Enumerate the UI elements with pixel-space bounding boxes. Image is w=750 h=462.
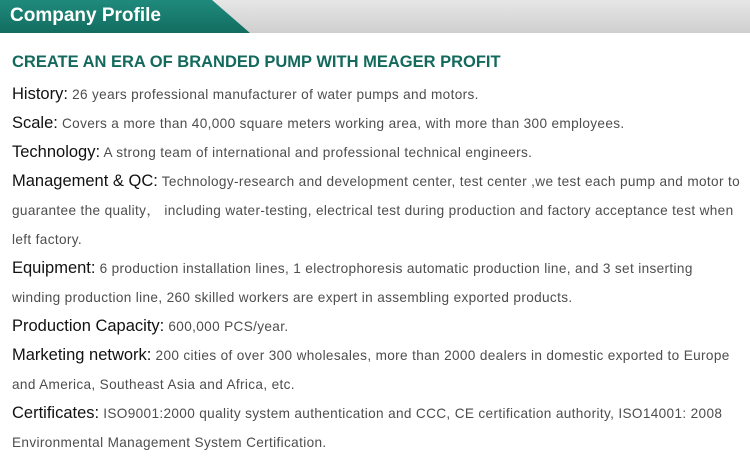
section-production-capacity	[12, 312, 740, 341]
section-label: Management & QC:	[12, 172, 158, 190]
section-certificates	[12, 399, 740, 457]
section-label: Equipment:	[12, 259, 96, 277]
slogan: CREATE AN ERA OF BRANDED PUMP WITH MEAGER PROFIT	[12, 53, 501, 71]
section-text: ISO9001:2000 quality system authentication and CCC, CE certification authority, ISO14001: 2008 Environmental Management System Certification.	[12, 406, 723, 450]
section-label: Certificates:	[12, 404, 100, 422]
profile-sections	[12, 80, 740, 457]
section-management-qc	[12, 167, 740, 254]
section-text: 200 cities of over 300 wholesales, more than 2000 dealers in domestic exported to Europe and America, Southeast Asia and Africa, etc.	[12, 348, 730, 392]
section-history	[12, 80, 740, 109]
section-marketing-network	[12, 341, 740, 399]
section-text: 600,000 PCS/year.	[168, 319, 289, 334]
section-scale	[12, 109, 740, 138]
section-technology	[12, 138, 740, 167]
section-text: Technology-research and development center, test center ,we test each pump and motor to guarantee the quality， including water-testing, electrical test during production and factory acceptance test when left factory.	[12, 174, 741, 247]
section-label: Marketing network:	[12, 346, 152, 364]
page-title: Company Profile	[10, 5, 161, 26]
section-label: History:	[12, 85, 68, 103]
section-label: Technology:	[12, 143, 101, 161]
section-label: Scale:	[12, 114, 58, 132]
section-text: 6 production installation lines, 1 electrophoresis automatic production line, and 3 set inserting winding production line, 260 skilled workers are expert in assembling exported products.	[12, 261, 693, 305]
section-label: Production Capacity:	[12, 317, 165, 335]
section-text: 26 years professional manufacturer of water pumps and motors.	[72, 87, 479, 102]
section-text: A strong team of international and professional technical engineers.	[103, 145, 533, 160]
section-text: Covers a more than 40,000 square meters working area, with more than 300 employees.	[62, 116, 625, 131]
section-equipment	[12, 254, 740, 312]
